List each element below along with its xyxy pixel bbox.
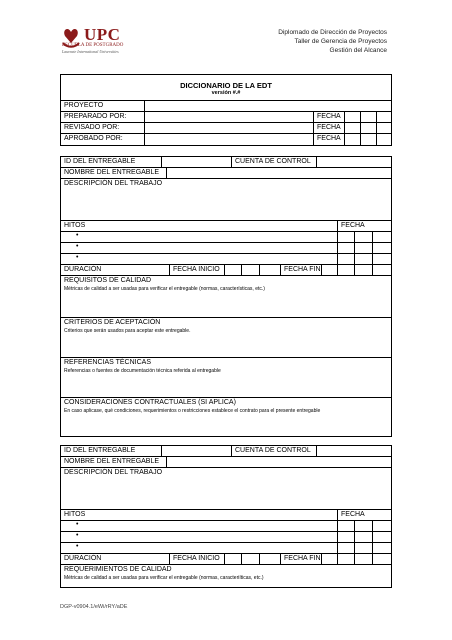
criterios-aceptacion-desc: Criterios que serán usados para aceptar este entregable. [64, 328, 191, 334]
hito-bullet: • [76, 232, 79, 239]
requisitos-calidad-desc: Métricas de calidad a ser usadas para verificar el entregable (normas, características, etc.) [64, 286, 265, 292]
cuenta-control-label: CUENTA DE CONTROL [235, 158, 311, 165]
duracion-label: DURACIÓN [64, 266, 102, 273]
doc-version: versión #.# [211, 90, 241, 96]
fecha-label: FECHA [317, 113, 341, 120]
entregable-block-2 [60, 445, 392, 588]
hitos-label: HITOS [64, 511, 86, 518]
fecha-label: FECHA [317, 124, 341, 131]
nombre-entregable-label: NOMBRE DEL ENTREGABLE [64, 458, 160, 465]
consideraciones-label: CONSIDERACIONES CONTRACTUALES (SI APLICA) [64, 399, 236, 406]
hitos-label: HITOS [64, 222, 86, 229]
criterios-aceptacion-label: CRITERIOS DE ACEPTACIÓN [64, 319, 161, 326]
proyecto-label: PROYECTO [64, 102, 104, 109]
logo-name: UPC [84, 25, 121, 44]
consideraciones-desc: En caso aplicase, qué condiciones, requerimientos o restricciones establece el contrato para el presente entregable [64, 408, 321, 414]
id-entregable-label: ID DEL ENTREGABLE [64, 158, 136, 165]
fecha-fin-label: FECHA FIN [284, 555, 321, 562]
fecha-fin-label: FECHA FIN [284, 266, 321, 273]
nombre-entregable-label: NOMBRE DEL ENTREGABLE [64, 169, 160, 176]
aprobado-label: APROBADO POR: [64, 135, 123, 142]
revisado-label: REVISADO POR: [64, 124, 120, 131]
referencias-tecnicas-label: REFERENCIAS TÉCNICAS [64, 359, 151, 366]
cuenta-control-label: CUENTA DE CONTROL [235, 447, 311, 454]
entregable-block-1 [60, 156, 392, 437]
title-block [60, 74, 392, 146]
course-header: Diplomado de Dirección de Proyectos Taller de Gerencia de Proyectos Gestión del Alcance [278, 29, 387, 54]
hito-bullet: • [76, 521, 79, 528]
hito-bullet: • [76, 243, 79, 250]
hito-bullet: • [76, 532, 79, 539]
footer-code: DGP-v0904.1/eWi/rRY/aDE [60, 604, 128, 610]
doc-title: DICCIONARIO DE LA EDT [180, 81, 272, 90]
fecha-inicio-label: FECHA INICIO [173, 266, 220, 273]
id-entregable-label: ID DEL ENTREGABLE [64, 447, 136, 454]
fecha-label: FECHA [341, 222, 365, 229]
duracion-label: DURACIÓN [64, 555, 102, 562]
referencias-tecnicas-desc: Referencias o fuentes de documentación técnica referida al entregable [64, 368, 221, 374]
requisitos-calidad-desc: Métricas de calidad a ser usadas para verificar el entregable (normas, caracteriíticas, etc.) [64, 575, 264, 581]
requisitos-calidad-label: REQUISITOS DE CALIDAD [64, 277, 152, 284]
fecha-label: FECHA [341, 511, 365, 518]
descripcion-trabajo-label: DESCRIPCIÓN DEL TRABAJO [64, 469, 163, 476]
preparado-label: PREPARADO POR: [64, 113, 127, 120]
requisitos-calidad-label: REQUERIMIENTOS DE CALIDAD [64, 566, 172, 573]
fecha-label: FECHA [317, 135, 341, 142]
descripcion-trabajo-label: DESCRIPCIÓN DEL TRABAJO [64, 180, 163, 187]
fecha-inicio-label: FECHA INICIO [173, 555, 220, 562]
hito-bullet: • [76, 254, 79, 261]
hito-bullet: • [76, 543, 79, 550]
logo-subtitle: ESCUELA DE POSTGRADO Laureate International Universities [62, 43, 124, 54]
